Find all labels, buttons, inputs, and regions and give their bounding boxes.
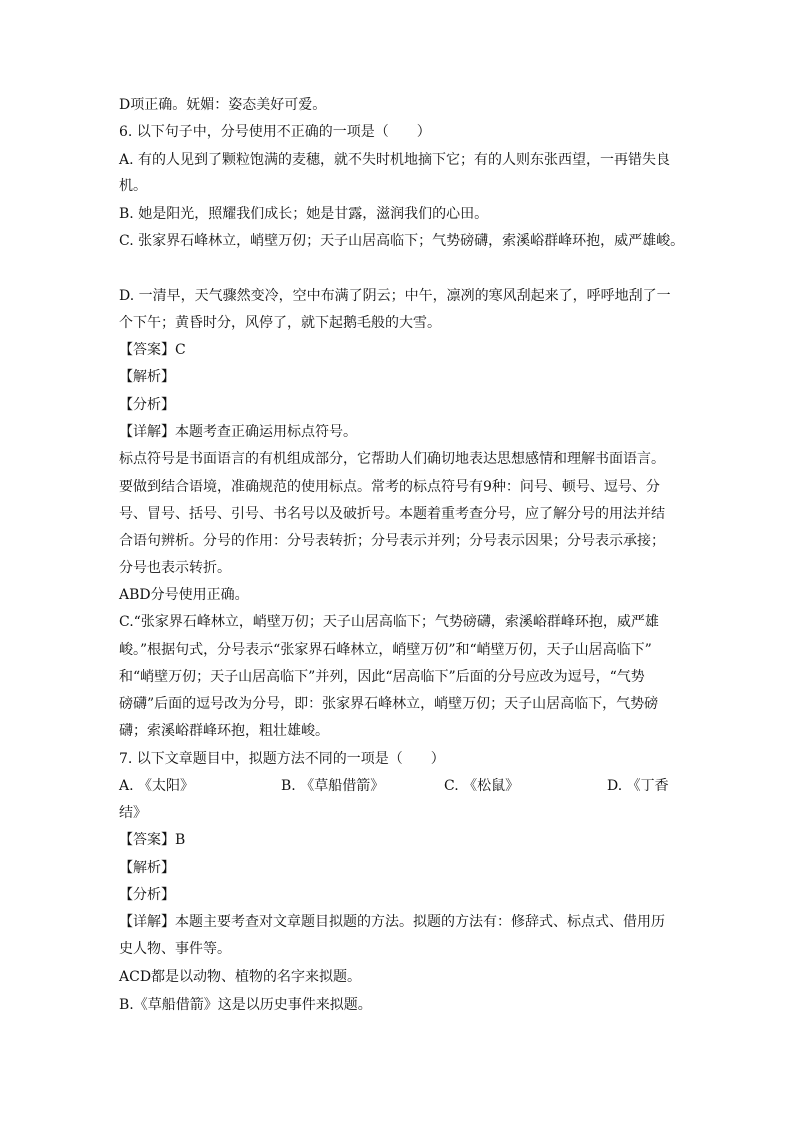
text-line: ACD都是以动物、植物的名字来拟题。 xyxy=(119,969,362,985)
option-a: A. 《太阳》 xyxy=(119,778,195,794)
text-line: 磅礴”后面的逗号改为分号，即：张家界石峰林立，峭壁万仞；天子山居高临下，气势磅 xyxy=(119,696,659,712)
option-d-continued: 个下午；黄昏时分，风停了，就下起鹅毛般的大雪。 xyxy=(119,315,441,331)
option-d-line: D. 一清早，天气骤然变冷，空中布满了阴云；中午，凛冽的寒风刮起来了，呼呼地刮了一 xyxy=(119,288,671,304)
analysis-heading: 【解析】 xyxy=(119,369,175,385)
detail-explanation: 【详解】本题主要考查对文章题目拟题的方法。拟题的方法有：修辞式、标点式、借用历 xyxy=(119,914,665,930)
text-line: 标点符号是书面语言的有机组成部分，它帮助人们确切地表达思想感情和理解书面语言。 xyxy=(119,451,665,467)
option-c: C. 《松鼠》 xyxy=(444,778,520,794)
text-line: ABD分号使用正确。 xyxy=(119,587,249,603)
text-line: 和“峭壁万仞；天子山居高临下”并列，因此“居高临下”后面的分号应改为逗号，“气势 xyxy=(119,669,645,685)
option-a-line: A. 有的人见到了颗粒饱满的麦穗，就不失时机地摘下它；有的人则东张西望，一再错失良 xyxy=(119,152,671,168)
question-7-stem: 7. 以下文章题目中，拟题方法不同的一项是（ ） xyxy=(119,751,445,767)
option-d: D. 《丁香 xyxy=(607,778,669,794)
option-c-line: C. 张家界石峰林立，峭壁万仞；天子山居高临下；气势磅礴，索溪峪群峰环抱，威严雄峻。 xyxy=(119,233,685,249)
text-line: B.《草船借箭》这是以历史事件来拟题。 xyxy=(119,997,372,1013)
text-line: 分号也表示转折。 xyxy=(119,560,231,576)
answer-label: 【答案】B xyxy=(119,832,186,848)
text-line: 要做到结合语境，准确规范的使用标点。常考的标点符号有9种：问号、顿号、逗号、分 xyxy=(119,479,660,495)
text-line: 礴；索溪峪群峰环抱，粗壮雄峻。 xyxy=(119,723,329,739)
option-b: B. 《草船借箭》 xyxy=(281,778,385,794)
fenxi-heading: 【分析】 xyxy=(119,397,175,413)
detail-explanation: 【详解】本题考查正确运用标点符号。 xyxy=(119,424,357,440)
answer-label: 【答案】C xyxy=(119,342,186,358)
text-line: 合语句辨析。分号的作用：分号表转折；分号表示并列；分号表示因果；分号表示承接； xyxy=(119,533,665,549)
text-line: 峻。”根据句式，分号表示“张家界石峰林立，峭壁万仞”和“峭壁万仞，天子山居高临下” xyxy=(119,642,652,658)
text-line: C.“张家界石峰林立，峭壁万仞；天子山居高临下；气势磅礴，索溪峪群峰环抱，威严雄 xyxy=(119,614,659,630)
question-6-stem: 6. 以下句子中，分号使用不正确的一项是（ ） xyxy=(119,124,431,140)
option-b-line: B. 她是阳光，照耀我们成长；她是甘露，滋润我们的心田。 xyxy=(119,206,489,222)
fenxi-heading: 【分析】 xyxy=(119,887,175,903)
text-line: D项正确。妩媚：姿态美好可爱。 xyxy=(119,97,327,113)
option-d-continued: 结》 xyxy=(119,805,147,821)
text-line: 号、冒号、括号、引号、书名号以及破折号。本题着重考查分号，应了解分号的用法并结 xyxy=(119,506,665,522)
option-a-continued: 机。 xyxy=(119,178,147,194)
analysis-heading: 【解析】 xyxy=(119,860,175,876)
text-line: 史人物、事件等。 xyxy=(119,941,231,957)
